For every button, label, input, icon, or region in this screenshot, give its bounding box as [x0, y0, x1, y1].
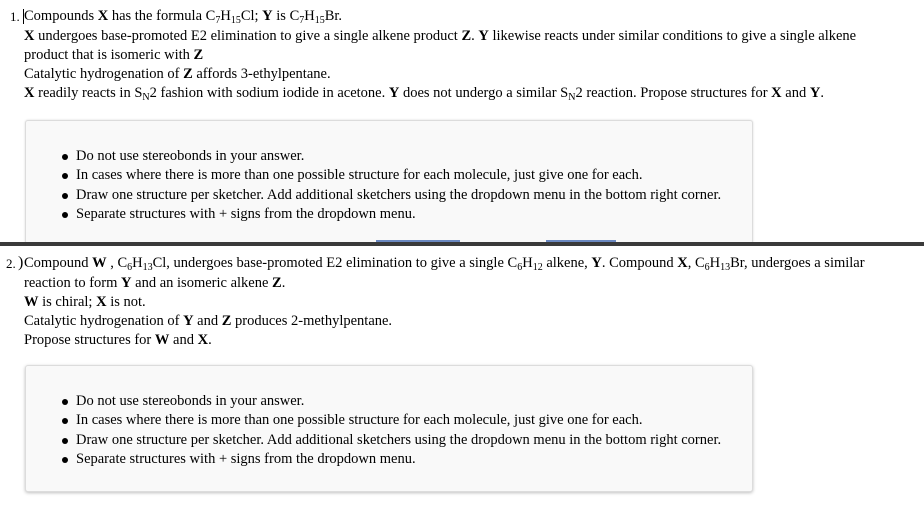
selection-bracket: )	[18, 254, 24, 271]
question-text-line: Propose structures for W and X.	[24, 332, 212, 348]
question-text-line: W is chiral; X is not.	[24, 294, 146, 310]
instruction-item: Separate structures with + signs from the dropdown menu.	[60, 450, 721, 469]
instruction-item: Draw one structure per sketcher. Add additional sketchers using the dropdown menu in the bottom right corner.	[60, 431, 721, 450]
question-text-line: X readily reacts in $S_N2$ fashion with sodium iodide in acetone. Y does not undergo a similar $S_N2$ reaction. Propose structures for X and Y.	[24, 85, 824, 103]
question-text-line: X undergoes base-promoted E2 elimination to give a single alkene product Z. Y likewise reacts under similar conditions to give a single alkene	[24, 28, 857, 44]
question-text-line: Catalytic hydrogenation of Z affords 3-ethylpentane.	[24, 66, 331, 82]
question-number: 2.	[6, 256, 16, 271]
instruction-item: Separate structures with + signs from the dropdown menu.	[60, 205, 721, 224]
question-text-line: Compound W , $C_6H_{13}Cl$, undergoes base-promoted E2 elimination to give a single $C_6H_{12}$ alkene, Y. Compound X, $C_6H_{13}Br$, undergoes a similar	[24, 255, 865, 273]
instructions-box	[25, 120, 753, 244]
question-text-line: product that is isomeric with Z	[24, 47, 204, 63]
instruction-item: Do not use stereobonds in your answer.	[60, 392, 721, 411]
instruction-item: Do not use stereobonds in your answer.	[60, 147, 721, 166]
instruction-item: Draw one structure per sketcher. Add additional sketchers using the dropdown menu in the bottom right corner.	[60, 186, 721, 205]
question-number: 1.	[10, 9, 20, 24]
question-text-line: reaction to form Y and an isomeric alkene Z.	[24, 275, 286, 291]
instructions-list	[60, 147, 721, 224]
instruction-item: In cases where there is more than one possible structure for each molecule, just give one for each.	[60, 166, 721, 185]
question-text-line: Compounds X has the formula $C_7H_{15}Cl$; Y is $C_7H_{15}Br$.	[24, 8, 343, 26]
instructions-list	[60, 392, 721, 469]
instruction-item: In cases where there is more than one possible structure for each molecule, just give one for each.	[60, 411, 721, 430]
section-divider	[0, 242, 924, 246]
instructions-box	[25, 365, 753, 492]
question-text-line: Catalytic hydrogenation of Y and Z produces 2-methylpentane.	[24, 313, 393, 329]
